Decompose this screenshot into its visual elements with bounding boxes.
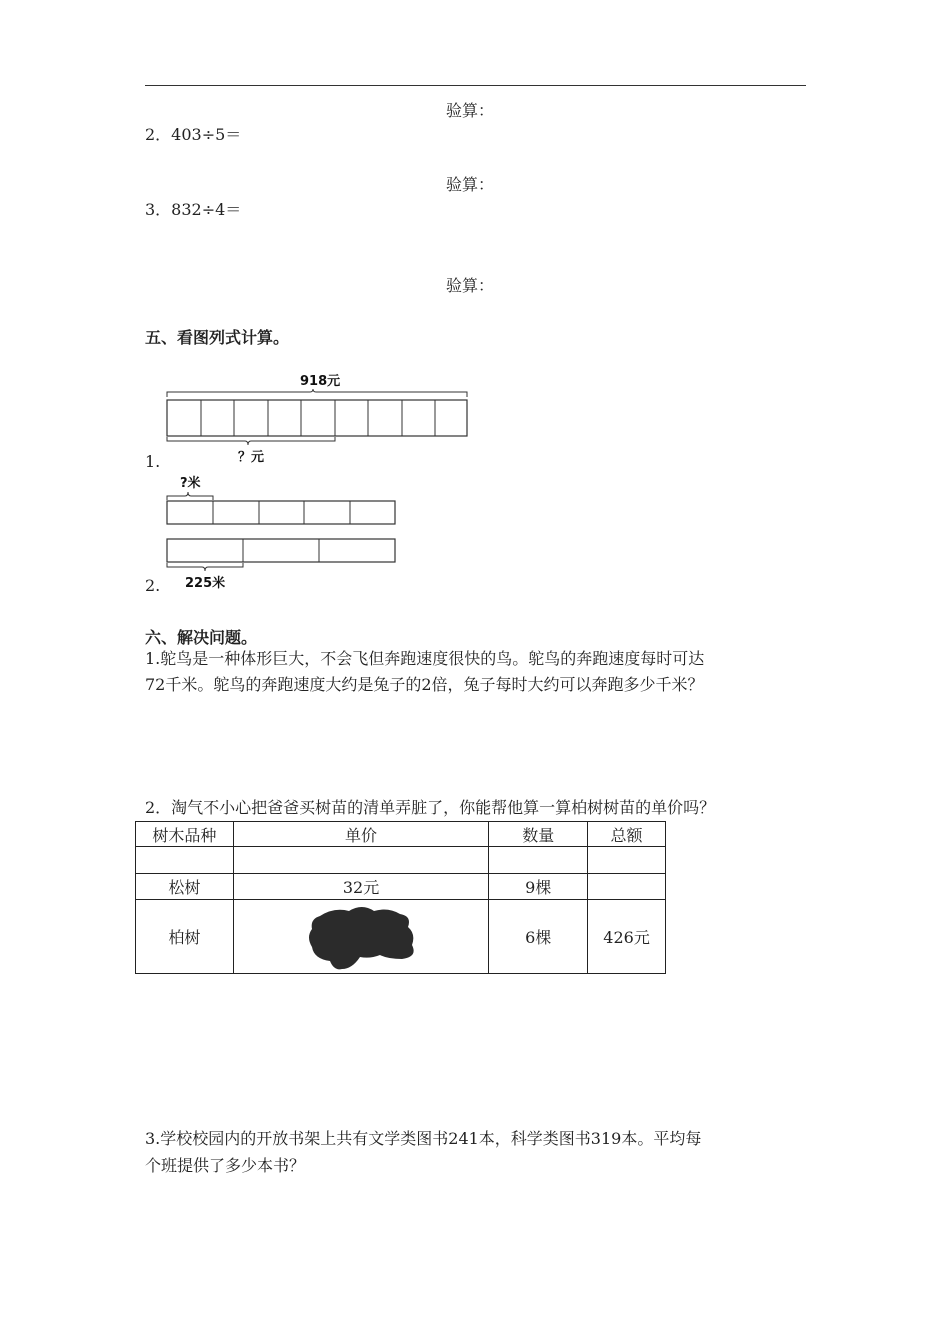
figure-2-number: 2.	[145, 576, 161, 595]
cypress-quantity: 6棵	[489, 900, 588, 974]
problem-1-line-2: 72千米。鸵鸟的奔跑速度大约是兔子的2倍，兔子每时大约可以奔跑多少千米？	[145, 675, 704, 694]
table-cell	[489, 847, 588, 874]
question-2: 2．403÷5＝	[145, 125, 242, 144]
table-row-pine	[136, 874, 666, 900]
pine-total	[588, 874, 666, 900]
table-cell	[136, 847, 234, 874]
header-quantity: 数量	[489, 822, 588, 847]
figure-1-number: 1.	[145, 452, 161, 471]
fig2-top-brace	[167, 492, 213, 500]
table-cell	[233, 847, 489, 874]
problem-3-line-1: 3.学校校园内的开放书架上共有文学类图书241本，科学类图书319本。平均每	[145, 1129, 702, 1148]
question-3: 3．832÷4＝	[145, 200, 242, 219]
pine-species: 松树	[136, 874, 234, 900]
fig2-bottom-bar	[167, 539, 395, 562]
section-5-title: 五、看图列式计算。	[145, 328, 290, 347]
problem-2-text: 2．淘气不小心把爸爸买树苗的清单弄脏了，你能帮他算一算柏树树苗的单价吗？	[145, 798, 716, 817]
header-species: 树木品种	[136, 822, 234, 847]
pine-quantity: 9棵	[489, 874, 588, 900]
check-label-3: 验算：	[446, 276, 495, 295]
table-header-row	[136, 822, 666, 847]
fig2-bottom-brace	[167, 563, 243, 571]
table-row-cypress	[136, 900, 666, 974]
check-label-2: 验算：	[446, 175, 495, 194]
figure-1	[160, 365, 480, 470]
price-table	[135, 821, 666, 974]
problem-1-line-1: 1.鸵鸟是一种体形巨大，不会飞但奔跑速度很快的鸟。鸵鸟的奔跑速度每时可达	[145, 649, 705, 668]
fig1-top-brace	[167, 389, 467, 397]
top-rule	[145, 85, 806, 86]
fig2-top-bar	[167, 501, 395, 524]
fig1-total-label: 918元	[300, 374, 341, 389]
ink-stain-icon	[304, 901, 419, 973]
check-label-1: 验算：	[446, 101, 495, 120]
header-total: 总额	[588, 822, 666, 847]
fig1-unknown-label: ？元	[238, 450, 265, 465]
fig2-bottom-label: 225米	[185, 576, 226, 591]
cypress-species: 柏树	[136, 900, 234, 974]
cypress-total: 426元	[588, 900, 666, 974]
problem-3-line-2: 个班提供了多少本书？	[145, 1156, 306, 1175]
section-6-title: 六、解决问题。	[145, 628, 258, 647]
table-row-empty	[136, 847, 666, 874]
cypress-unit-price-stain	[233, 900, 489, 974]
table-cell	[588, 847, 666, 874]
header-unit-price: 单价	[233, 822, 489, 847]
fig2-top-label: ?米	[180, 476, 201, 491]
fig1-bar	[167, 400, 467, 436]
pine-unit-price: 32元	[233, 874, 489, 900]
fig1-bottom-brace	[167, 437, 335, 445]
figure-2	[160, 470, 400, 595]
